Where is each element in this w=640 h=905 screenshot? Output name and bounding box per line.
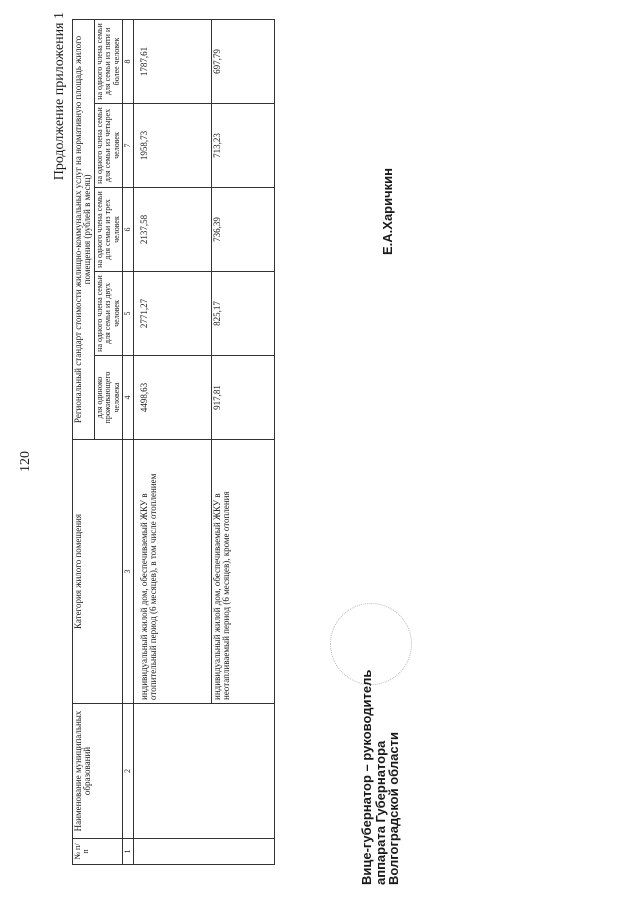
appendix-label: Продолжение приложения 1 [52,12,67,181]
row-number-cell [134,839,275,865]
column-number: 4 [123,356,134,440]
table-row [134,19,212,864]
header-group: Региональный стандарт стоимости жилищно-коммунальных услуг на нормативную площадь жилого помещения (рублей в месяц) [73,19,95,439]
header-row-1 [73,19,95,864]
column-number: 1 [123,839,134,865]
column-number: 7 [123,104,134,188]
value-cell: 1787,61 [134,19,212,103]
column-number: 8 [123,19,134,103]
header-col-7: на одного члена семьи для семьи из четырех человек [94,104,122,188]
signature-title-line3: Волгоградской области [386,732,402,885]
category-cell: индивидуальный жилой дом, обеспечиваемый ЖКУ в неотапливаемый период (6 месяцев), кроме отопления [212,440,275,704]
column-number: 2 [123,704,134,839]
header-col-1: № п/п [73,839,123,865]
column-number: 6 [123,188,134,272]
signature-block [360,670,401,885]
header-col-3: Категория жилого помещения [73,440,123,704]
signature-title-line2: аппарата Губернатора [372,740,388,885]
column-number: 5 [123,272,134,356]
municipality-cell [134,704,275,839]
header-col-6: на одного члена семьи для семьи из трех человек [94,188,122,272]
value-cell: 697,79 [212,19,275,103]
signatory-name: Е.А.Харичкин [380,167,395,255]
value-cell: 4498,63 [134,356,212,440]
column-number: 3 [123,440,134,704]
page-number: 120 [18,451,33,472]
value-cell: 1958,73 [134,104,212,188]
value-cell: 2137,58 [134,188,212,272]
value-cell: 736,39 [212,188,275,272]
value-cell: 2771,27 [134,272,212,356]
header-col-4: для одиноко проживающего человека [94,356,122,440]
value-cell: 713,23 [212,104,275,188]
category-cell: индивидуальный жилой дом, обеспечиваемый ЖКУ в отопительный период (6 месяцев), в том числе отоплением [134,440,212,704]
column-number-row [123,19,134,864]
header-col-2: Наименование муниципальных образований [73,704,123,839]
header-col-5: на одного члена семьи для семьи из двух человек [94,272,122,356]
header-col-8: на одного члена семьи для семьи из пяти и более человек [94,19,122,103]
value-cell: 825,17 [212,272,275,356]
value-cell: 917,81 [212,356,275,440]
housing-cost-table [72,19,275,865]
signature-title-line1: Вице-губернатор – руководитель [359,669,374,885]
